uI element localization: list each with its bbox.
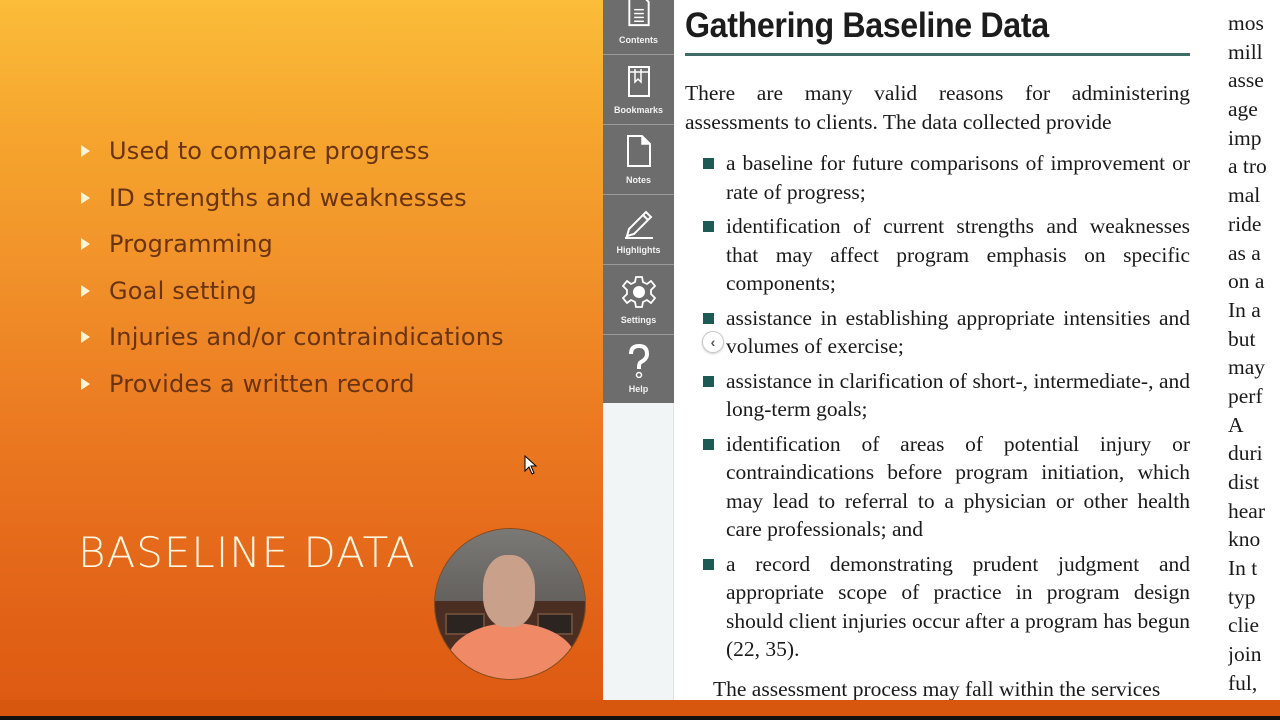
slide-bullet-list xyxy=(78,128,504,407)
text-line-fragment: hear xyxy=(1228,498,1265,523)
slide-bullet: Used to compare progress xyxy=(78,128,504,175)
slide-bullet: Injuries and/or contraindications xyxy=(78,314,504,361)
text-line-fragment: clie xyxy=(1228,613,1260,638)
triangle-bullet-icon xyxy=(81,192,90,204)
intro-paragraph: There are many valid reasons for administering assessments to clients. The data collected provide xyxy=(685,81,1190,134)
slide-bullet: ID strengths and weaknesses xyxy=(78,175,504,222)
slide-bullet: Goal setting xyxy=(78,268,504,315)
text-line-fragment: a tro xyxy=(1228,154,1267,179)
list-item: a baseline for future comparisons of improvement or rate of progress; xyxy=(685,149,1190,206)
text-line-fragment: asse xyxy=(1228,68,1264,93)
square-bullet-icon xyxy=(703,313,714,324)
next-paragraph: The assessment process may fall within the services xyxy=(713,676,1161,701)
heading-rule xyxy=(685,53,1190,56)
help-button[interactable]: Help xyxy=(603,335,674,403)
triangle-bullet-icon xyxy=(81,238,90,250)
square-bullet-icon xyxy=(703,559,714,570)
contents-icon xyxy=(626,0,652,29)
square-bullet-icon xyxy=(703,221,714,232)
highlight-pen-icon xyxy=(622,205,656,239)
triangle-bullet-icon xyxy=(81,378,90,390)
bookmarks-button[interactable]: Bookmarks xyxy=(603,55,674,125)
text-line-fragment: duri xyxy=(1228,441,1263,466)
text-line-fragment: join xyxy=(1228,642,1262,667)
text-line-fragment: dist xyxy=(1228,470,1260,494)
slide-bottom-band xyxy=(0,700,1280,716)
slide-bullet: Programming xyxy=(78,221,504,268)
text-line-fragment: mos xyxy=(1228,11,1264,35)
text-line-fragment: as a xyxy=(1228,240,1261,265)
triangle-bullet-icon xyxy=(81,285,90,297)
square-bullet-icon xyxy=(703,376,714,387)
contents-button[interactable]: Contents xyxy=(603,0,674,55)
text-line-fragment: In a xyxy=(1228,297,1261,322)
right-column-text xyxy=(1228,9,1280,720)
list-item: a record demonstrating prudent judgment and appropriate scope of practice in program design should client injuries occur after a program has begun (22, 35). xyxy=(685,550,1190,664)
text-line-fragment: In t xyxy=(1228,556,1258,581)
slide-bullet: Provides a written record xyxy=(78,361,504,408)
slide-title: BASELINE DATA xyxy=(78,528,416,577)
text-line-fragment: imp xyxy=(1228,125,1262,150)
presenter-webcam xyxy=(434,528,586,680)
bookmark-icon xyxy=(626,65,652,99)
reader-toolbar xyxy=(603,0,674,701)
gear-icon xyxy=(622,275,656,309)
triangle-bullet-icon xyxy=(81,331,90,343)
list-item: assistance in establishing appropriate intensities and volumes of exercise; xyxy=(685,304,1190,361)
text-line-fragment: perf xyxy=(1228,383,1263,408)
text-line-fragment: kno xyxy=(1228,527,1261,552)
text-line-fragment: ride xyxy=(1228,211,1262,236)
mouse-cursor-icon xyxy=(524,455,538,475)
notes-button[interactable]: Notes xyxy=(603,125,674,195)
square-bullet-icon xyxy=(703,158,714,169)
book-page xyxy=(685,0,1190,703)
text-line-fragment: typ xyxy=(1228,584,1256,609)
text-line-fragment: but xyxy=(1228,326,1256,351)
notes-icon xyxy=(625,133,653,169)
reasons-list xyxy=(685,149,1190,664)
help-icon xyxy=(627,344,651,378)
square-bullet-icon xyxy=(703,439,714,450)
text-line-fragment: age xyxy=(1228,97,1258,122)
ebook-reader xyxy=(603,0,1280,701)
text-line-fragment: A xyxy=(1228,412,1244,437)
list-item: identification of current strengths and weaknesses that may affect program emphasis on specific components; xyxy=(685,212,1190,298)
triangle-bullet-icon xyxy=(81,145,90,157)
list-item: identification of areas of potential injury or contraindications before program initiation, which may lead to referral to a physician or other health care professionals; and xyxy=(685,430,1190,544)
settings-button[interactable]: Settings xyxy=(603,265,674,335)
text-line-fragment: ful, xyxy=(1228,670,1258,695)
section-heading: Gathering Baseline Data xyxy=(685,6,1049,45)
text-line-fragment: mal xyxy=(1228,183,1261,208)
text-line-fragment: may xyxy=(1228,355,1266,380)
text-line-fragment: on a xyxy=(1228,269,1265,294)
list-item: assistance in clarification of short-, intermediate-, and long-term goals; xyxy=(685,367,1190,424)
collapse-toolbar-button[interactable]: ‹ xyxy=(702,331,724,353)
text-line-fragment: mill xyxy=(1228,39,1263,64)
highlights-button[interactable]: Highlights xyxy=(603,195,674,265)
